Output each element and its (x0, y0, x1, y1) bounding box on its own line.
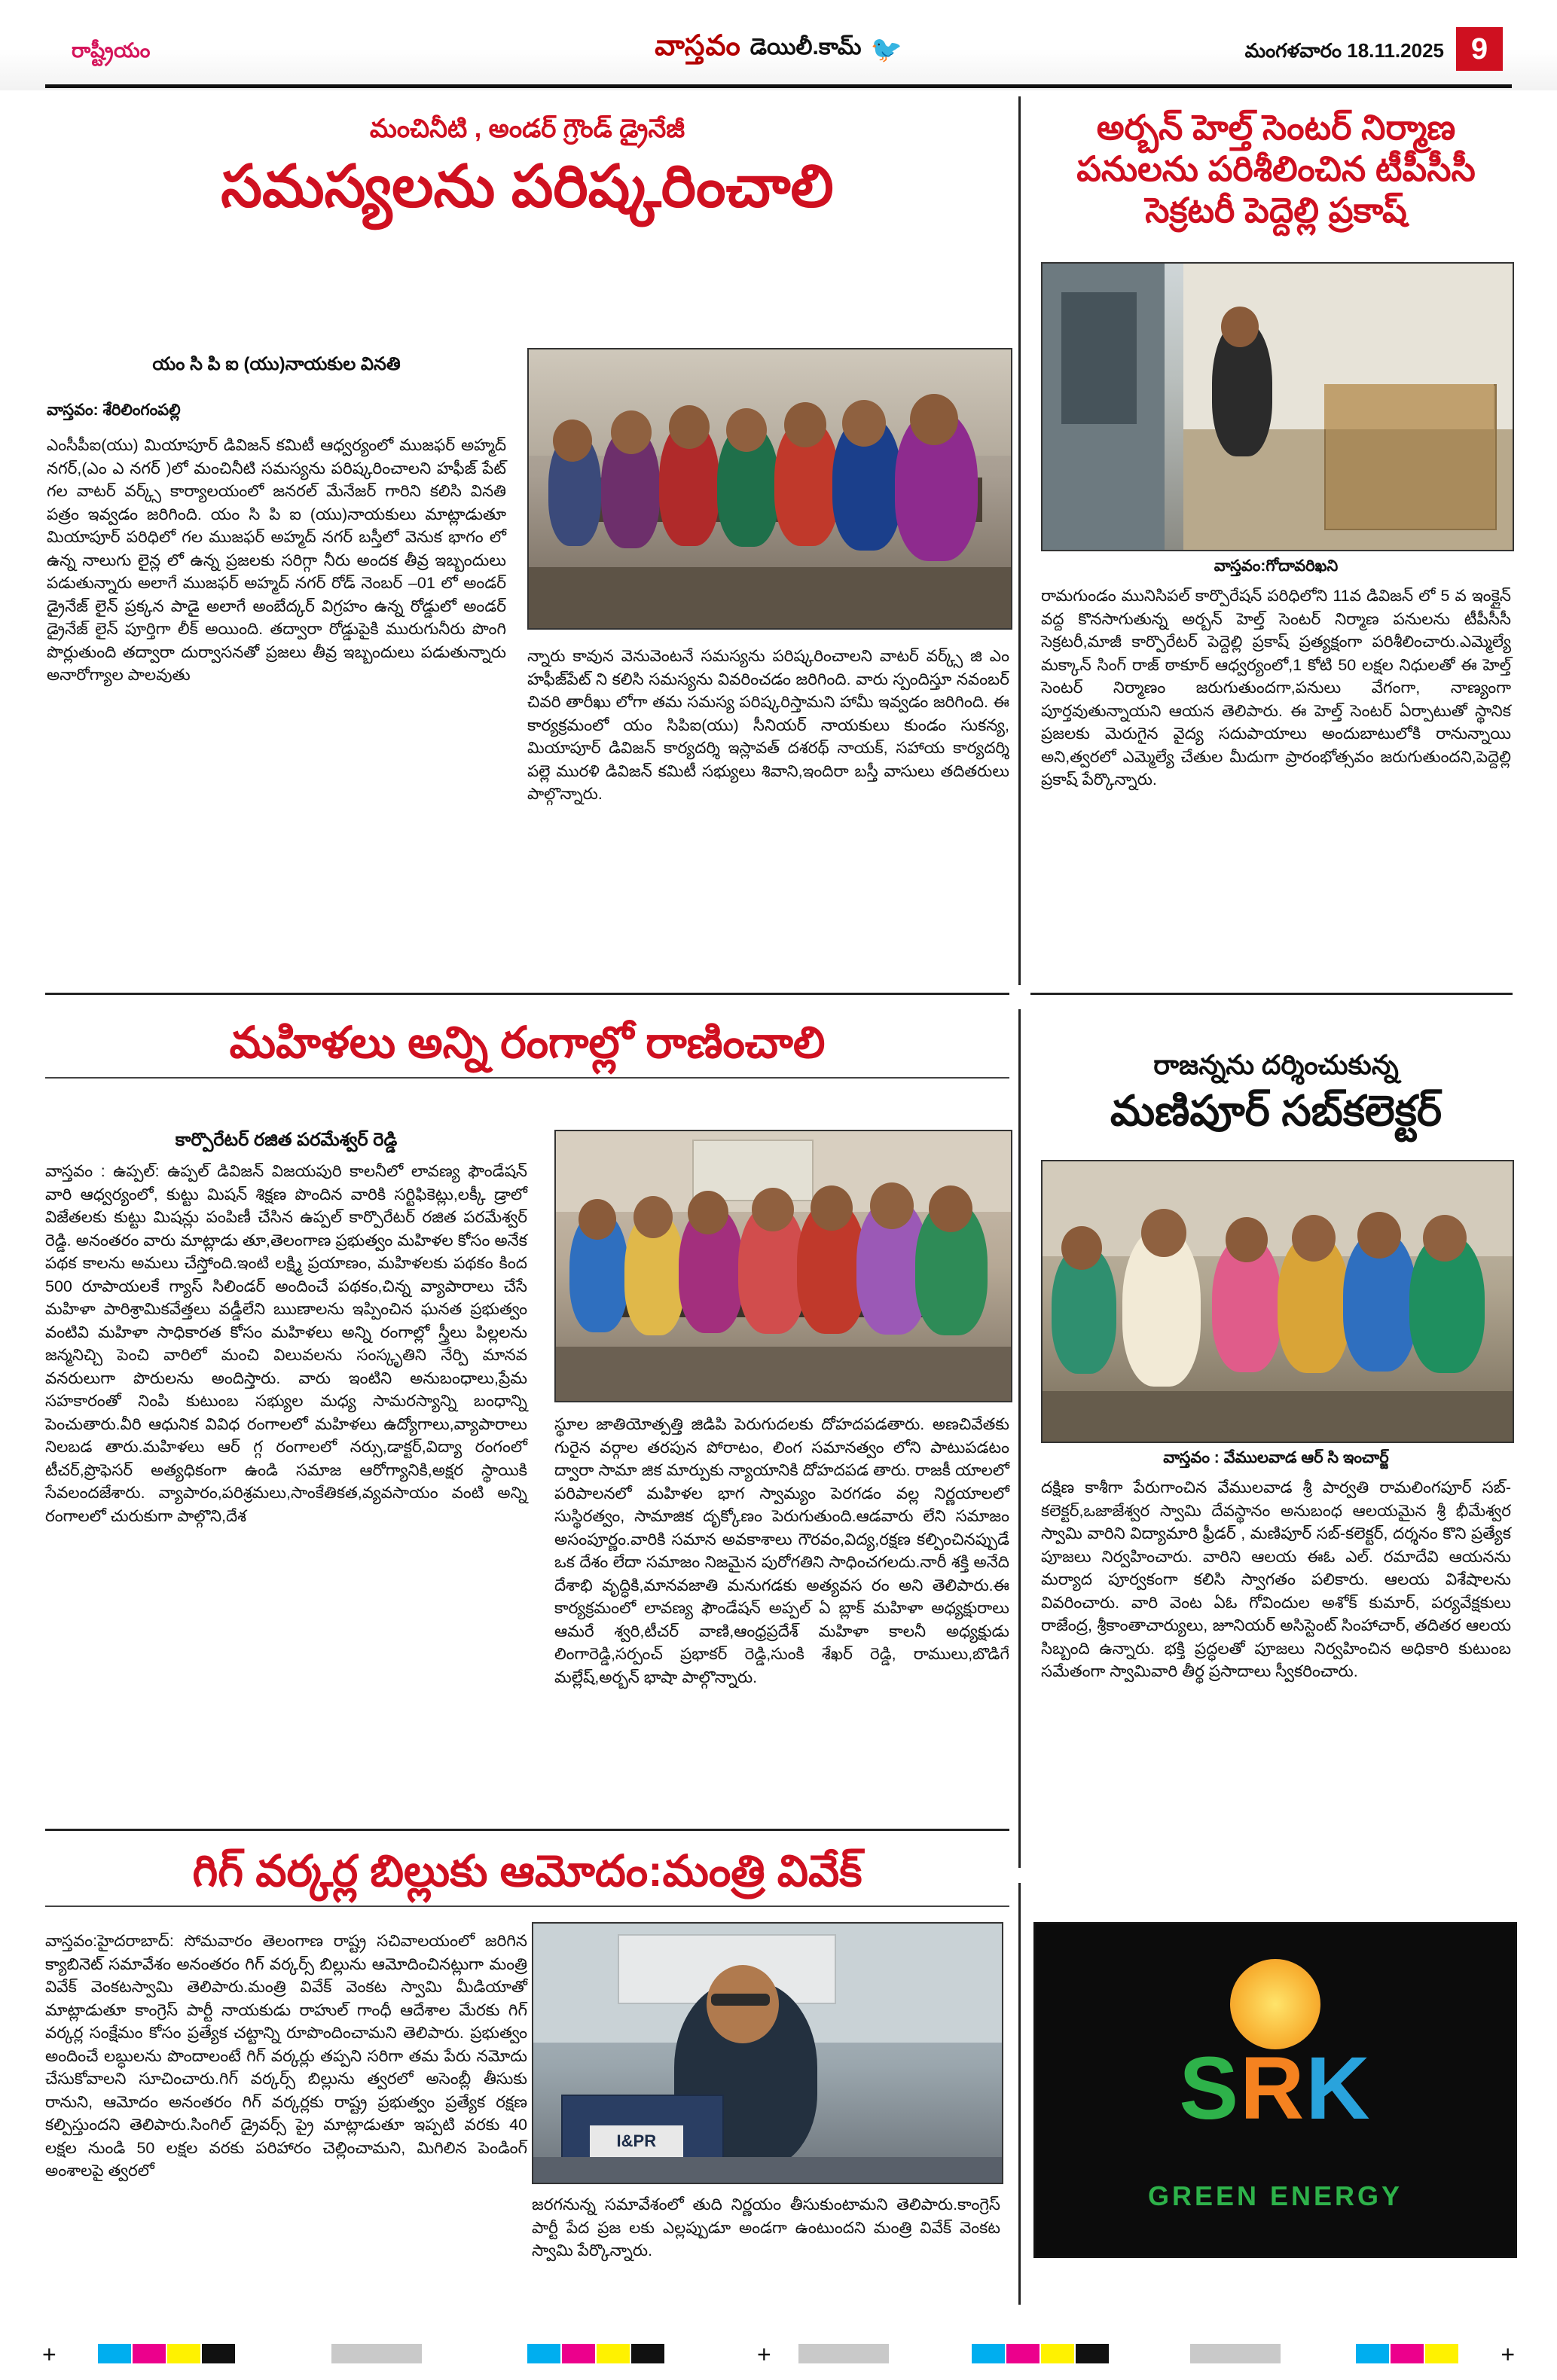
temple-body: దక్షిణ కాశీగా పేరుగాంచిన వేములవాడ శ్రీ పార్వతి రామలింగపూర్ సబ్-కలెక్టర్,ఒజాజేశ్వర స్వామి దేవస్థానం అనుబంధ ఆలయమైన శ్రీ భీమేశ్వర స్వామి వారిని విద్యామారి ఫ్రీడర్ , మణిపూర్ సబ్-కలెక్టర్, దర్శనం కొని ప్రత్యేక పూజలు నిర్వహించారు. వారిని ఆలయ ఈఓ ఎల్. రమాదేవి ఆయనను మర్యాద పూర్వకంగా కలిసి స్వాగతం పలికారు. ఆలయ విశేషాలను వివరించారు. వారి వెంట ఏఓ గోవిందుల అశోక్ కుమార్, పర్యవేక్షకులు రాజేంద్ర, శ్రీకాంతాచార్యులు, జూనియర్ అసిస్టెంట్ సింహాచార్, తదితర ఆలయ సిబ్బంది ఉన్నారు. భక్తి ప్రద్ధలతో పూజలు నిర్వహించిన అధికారి కుటుంబ సమేతంగా స్వామివారి తీర్థ ప్రసాదాలు స్వీకరించారు. (1041, 1478, 1511, 1681)
lead-headline: సమస్యలను పరిష్కరించాలి (221, 152, 834, 219)
gig-rule (45, 1906, 1009, 1907)
date-label: మంగళవారం 18.11.2025 (1244, 39, 1444, 62)
color-swatch (527, 2344, 560, 2363)
lead-byline-block (47, 354, 506, 687)
logo-title: వాస్తవం (655, 30, 741, 62)
lead-story (45, 113, 1009, 217)
color-swatch (972, 2344, 1005, 2363)
lead-dateline: వాస్తవం: శేరిలింగంపల్లి (47, 401, 181, 419)
color-swatch (202, 2344, 235, 2363)
lead-col1: ఎంసీపీఐ(యు) మియాపూర్ డివిజన్ కమిటీ ఆధ్వర్యంలో ముజఫర్ అహ్మద్ నగర్,(ఎం ఎ నగర్ )లో మంచినీటి సమస్యను పరిష్కరించాలని హఫీజ్ పేట్ గల వాటర్ వర్క్స్ కార్యాలయంలో జనరల్ మేనేజర్ గారిని కలిసి వినతి పత్రం ఇవ్వడం జరిగింది. యం సి పి ఐ (యు)నాయకులు మాట్లాడుతూ మియాపూర్ పరిధిలో గల ముజఫర్ అహ్మద్ నగర్ బస్తీలో వెనుక భాగం లో ఉన్న నాలుగు లైన్ల లో ఉన్న ప్రజలకు సరిగ్గా నీరు అందక తీవ్ర ఇబ్బందులు పడుతున్నారు అలాగే ముజఫర్ అహ్మద్ నగర్ రోడ్ నెంబర్ –01 లో అండర్ డ్రైనేజ్ లైన్ ప్రక్కన పాడై అలాగే అంబేద్కర్ విగ్రహం ఉన్న రోడ్డులో అండర్ డ్రైనేజ్ లైన్ పూర్తిగా లీక్ అయింది. తద్వారా రోడ్డుపైకి మురుగునీరు పొంగి పొర్లుతుంది తద్వారా దుర్వాసనతో ప్రజలు తీవ్ర ఇబ్బందులు పడుతున్నారు అనారోగ్యాల పాలవుతు (47, 436, 506, 685)
registration-plus-icon: + (1501, 2341, 1515, 2368)
minister-press-photo (532, 1922, 1003, 2184)
gray-swatch (798, 2344, 889, 2363)
masthead-rule (45, 84, 1512, 88)
masthead (0, 0, 1557, 90)
gray-swatch (331, 2344, 422, 2363)
color-swatch (1425, 2344, 1458, 2363)
ad-brand-k: K (1305, 2038, 1372, 2138)
women-byline: కార్పొరేటర్ రజిత పరమేశ్వర్ రెడ్డి (175, 1130, 398, 1150)
page-number-badge: 9 (1456, 27, 1503, 71)
women-story (45, 1017, 1009, 1069)
color-swatch (1041, 2344, 1074, 2363)
gig-headline: గిగ్ వర్కర్ల బిల్లుకు ఆమోదం:మంత్రి వివేక్ (192, 1847, 862, 1896)
color-swatch (1391, 2344, 1424, 2363)
color-swatch (597, 2344, 630, 2363)
health-center-headline: అర్బన్ హెల్త్ సెంటర్ నిర్మాణ పనులను పరిశీలించిన టీపీసీసీ సెక్రటరీ పెద్దెల్లి ప్రకాష్ (1076, 108, 1476, 230)
women-rule (45, 1077, 1009, 1079)
ad-brand (1036, 2037, 1515, 2140)
gig-col1: వాస్తవం:హైదరాబాద్: సోమవారం తెలంగాణ రాష్ట్ర సచివాలయంలో జరిగిన క్యాబినెట్ సమావేశం అనంతరం గిగ్ వర్కర్స్ బిల్లును ఆమోదించినట్లుగా మంత్రి వివేక్ వెంకటస్వామి తెలిపారు.మంత్రి వివేక్ వెంకట స్వామి మీడియాతో మాట్లాడుతూ కాంగ్రెస్ పార్టీ నాయకుడు రాహుల్ గాంధీ ఆదేశాల మేరకు గిగ్ వర్కర్ల సంక్షేమం కోసం ప్రత్యేక చట్టాన్ని రూపొందించామని తెలిపారు. ప్రభుత్వం అందించే లబ్ధులను పొందాలంటే గిగ్ వర్కర్లు తప్పని సరిగా తమ పేరు నమోదు చేసుకోవాలని సూచించారు.గిగ్ వర్కర్స్ బిల్లును త్వరలో అసెంబ్లీ తీసుకు రానుని, ఆమోదం అనంతరం గిగ్ వర్కర్లకు రాష్ట్ర ప్రభుత్వం ప్రత్యేక రక్షణ కల్పిస్తుందని తెలిపారు.సింగిల్ డ్రైవర్స్ ప్రై మాట్లాడుతూ ఇప్పటి వరకు 40 లక్షల నుండి 50 లక్షల వరకు పరిహారం చెల్లించామని, మిగిలిన పెండింగ్ అంశాలపై త్వరలో (45, 1932, 527, 2180)
section-label: రాష్ట్రీయం (72, 39, 151, 62)
color-swatch (631, 2344, 664, 2363)
gray-swatch (1190, 2344, 1281, 2363)
color-swatch (1006, 2344, 1040, 2363)
print-registration-bar (0, 2327, 1557, 2380)
color-swatch (133, 2344, 166, 2363)
section-rule-1 (45, 993, 1009, 995)
color-swatch (98, 2344, 131, 2363)
gig-col2: జరగనున్న సమావేశంలో తుది నిర్ణయం తీసుకుంటామని తెలిపారు.కాంగ్రెస్ పార్టీ పేద ప్రజ లకు ఎల్లప్పుడూ అండగా ఉంటుందని మంత్రి వివేక్ వెంకట స్వామి పేర్కొన్నారు. (532, 2195, 1000, 2260)
women-headline: మహిళలు అన్ని రంగాల్లో రాణించాలి (229, 1018, 826, 1067)
color-swatch (167, 2344, 200, 2363)
color-swatch (562, 2344, 595, 2363)
lead-byline: యం సి పి ఐ (యు)నాయకుల వినతి (152, 354, 401, 374)
lead-story-photo (527, 348, 1012, 630)
health-center-caption: వాస్తవం:గోదావరిఖని (1214, 557, 1339, 575)
lead-kicker: మంచినీటి , అండర్ గ్రౌండ్ డ్రైనేజీ (369, 114, 685, 143)
podium-label: I&PR (590, 2125, 683, 2156)
lead-col2: న్నారు కావున వెనువెంటనే సమస్యను పరిష్కరించాలని వాటర్ వర్క్స్ జి ఎం హఫీజ్‌పేట్ ని కలిసి సమస్యను వివరించడం జరిగింది. వారు స్పందిస్తూ నవంబర్ చివరి తారీఖు లోగా తమ సమస్య పరిష్కరిస్తామని హామీ ఇవ్వడం జరిగింది. ఈ కార్యక్రమంలో యం సిపిఐ(యు) సీనియర్ నాయకులు కుండం సుకన్య, మియాపూర్ డివిజన్ కార్యదర్శి ఇస్లావత్ దశరథ్ నాయక్, సహాయ కార్యదర్శి పల్లె మురళి డివిజన్ కమిటీ సభ్యులు శివాని,ఇందిరా బస్తీ వాసులు తదితరులు పాల్గొన్నారు. (527, 647, 1009, 804)
logo-subtitle: డెయిలీ.కామ్ (749, 34, 862, 60)
column-divider-mid (1018, 1009, 1021, 1868)
section-rule-1b (1030, 993, 1513, 995)
bird-icon: 🐦 (870, 35, 902, 64)
column-divider-top (1018, 96, 1021, 985)
srk-green-energy-ad[interactable] (1033, 1922, 1517, 2258)
women-col2: స్థూల జాతియోత్పత్తి జిడిపి పెరుగుదలకు దోహదపడతారు. అణచివేతకు గురైన వర్గాల తరపున పోరాటం, లింగ సమానత్వం లోని పాటుపడటం ద్వారా సామా జిక మార్పుకు న్యాయానికి దోహదపడ తారు. రాజకీ యాలలో పరిపాలనలో మహిళల భాగ స్వామ్యం పెరగడం వల్ల నిర్ణయాలలో సుస్థిరత్వం, సామాజిక దృక్కోణం పెరుగుతుంది.ఆడవారు లేని సమాజం అసంపూర్ణం.వారికి సమాన అవకాశాలు గౌరవం,విద్య,రక్షణ కల్పించినప్పుడే ఒక దేశం లేదా సమాజం నిజమైన పురోగతిని సాధించగలదు.నారీ శక్తి అనేది దేశాభి వృద్ధికి,మానవజాతి మనుగడకు అత్యవస రం అని తెలిపారు.ఈ కార్యక్రమంలో లావణ్య ఫౌండేషన్ అప్పల్ ఏ బ్లాక్ మహిళా అధ్యక్షురాలు ఆమరే శ్వరి,టీచర్ వాణి,ఆంధ్రప్రదేశ్ మహిళా కాలనీ అధ్యక్షుడు లింగారెడ్డి,సర్పంచ్ ప్రభాకర్ రెడ్డి,సుంకి శేఖర్ రెడ్డి, రాములు,బొడిగే మల్లేష్,అర్బన్ భాషా పాల్గొన్నారు. (554, 1415, 1009, 1686)
temple-caption: వాస్తవం : వేములవాడ ఆర్ సి ఇంచార్జ్ (1163, 1449, 1389, 1466)
column-divider-bottom (1018, 1883, 1021, 2305)
section-rule-2 (45, 1829, 1009, 1831)
registration-plus-icon: + (42, 2341, 56, 2368)
newspaper-logo (655, 30, 902, 69)
ad-brand-s: S (1179, 2038, 1241, 2138)
women-col1: వాస్తవం : ఉప్పల్: ఉప్పల్ డివిజన్ విజయపురి కాలనీలో లావణ్య ఫౌండేషన్ వారి ఆధ్వర్యంలో, కుట్టు మిషన్ శిక్షణ పొందిన వారికి సర్టిఫికెట్లు,లక్కీ డ్రాలో విజేతలకు కుట్టు మిషన్లు పంపిణీ చేసిన ఉప్పల్ కార్పొరేటర్ రజిత పరమేశ్వర్ రెడ్డి. అనంతరం వారు మాట్లాడు తూ,తెలంగాణ ప్రభుత్వం మహిళల కోసం అనేక పథక కాలను అమలు చేస్తోంది.ఇంటి లక్ష్మి ప్రయాణం, మహిళలకు పథకం కింద 500 రూపాయలకే గ్యాస్ సిలిండర్ అందించే పథకం,చిన్న వ్యాపారాలు చేసే మహిళా పారిశ్రామికవేత్తలు వడ్డీలేని ఋణాలను ఇప్పించిన ఘనత ప్రభుత్వం వంటివి మహిళా సాధికారత కోసం మహిళలు అన్ని రంగాల్లో స్త్రీలు పిల్లలను జన్మనిచ్చి పెంచి వారిలో మంచి విలువలను సంస్కృతిని నేర్పి మానవ వనరులుగా పొరులను అందిస్తారు. వారు ఇంటిని అనుబంధాలు,ప్రేమ సహకారంతో నింపి కుటుంబ సభ్యుల మధ్య సామరస్యాన్ని బంధాన్ని పెంచుతారు.వీరి ఆధునిక వివిధ రంగాలలో మహిళలు ఉద్యోగాలు,వ్యాపారాలు నిలబడ తారు.మహిళలు ఆర్ గ్గ రంగాలలో నర్సు,డాక్టర్,విద్యా రంగంలో టీచర్,ప్రొఫెసర్ అత్యధికంగా ఉండి సమాజ ఆరోగ్యానికి,అక్షర స్థాయికి సేవలందజేశారు. వ్యాపారం,పరిశ్రమలు,సాంకేతికత,వ్యవసాయం వంటి అన్ని రంగాలలో చురుకుగా పాల్గొని,దేశ (45, 1162, 527, 1525)
color-swatch (1356, 2344, 1389, 2363)
health-center-story (1040, 107, 1513, 232)
ad-brand-r: R (1240, 2038, 1306, 2138)
color-swatch (1076, 2344, 1109, 2363)
gig-worker-story (45, 1845, 1009, 1898)
temple-headline: మణిపూర్ సబ్‌కలెక్టర్ (1110, 1087, 1443, 1135)
registration-plus-icon: + (757, 2341, 771, 2368)
health-center-body: రామగుండం మునిసిపల్ కార్పొరేషన్ పరిధిలోని 11వ డివిజన్ లో 5 వ ఇంక్లైన్ వద్ద కొనసాగుతున్న అర్బన్ హెల్త్ సెంటర్ నిర్మాణ పనులను టీపీసీసీ సెక్రటరీ,మాజీ కార్పొరేటర్ పెద్దెల్లి ప్రకాష్ ప్రత్యక్షంగా పరిశీలించారు.ఎమ్మెల్యే మక్కాన్ సింగ్ రాజ్ ఠాకూర్ ఆధ్వర్యంలో,1 కోటి 50 లక్షల నిధులతో ఈ హెల్త్ సెంటర్ నిర్మాణం జరుగుతుందగా,పనులు వేగంగా, నాణ్యంగా పూర్తవుతున్నాయని ఆయన తెలిపారు. ఈ హెల్త్ సెంటర్ ఏర్పాటుతో స్థానిక ప్రజలకు మెరుగైన వైద్య సదుపాయాలు అందుబాటులోకి రానున్నాయి అని,త్వరలో ఎమ్మెల్యే చేతుల మీదుగా ప్రారంభోత్సవం జరుగుతుందని,పెద్దెల్లి ప్రకాష్ పేర్కొన్నారు. (1041, 587, 1511, 789)
ad-tagline: GREEN ENERGY (1147, 2180, 1403, 2211)
temple-kicker: రాజన్నను దర్శించుకున్న (1153, 1049, 1399, 1080)
health-center-photo (1041, 262, 1514, 551)
sun-icon (1230, 1959, 1320, 2049)
temple-story (1040, 1048, 1513, 1136)
women-event-photo (554, 1130, 1012, 1402)
temple-visit-photo (1041, 1160, 1514, 1443)
